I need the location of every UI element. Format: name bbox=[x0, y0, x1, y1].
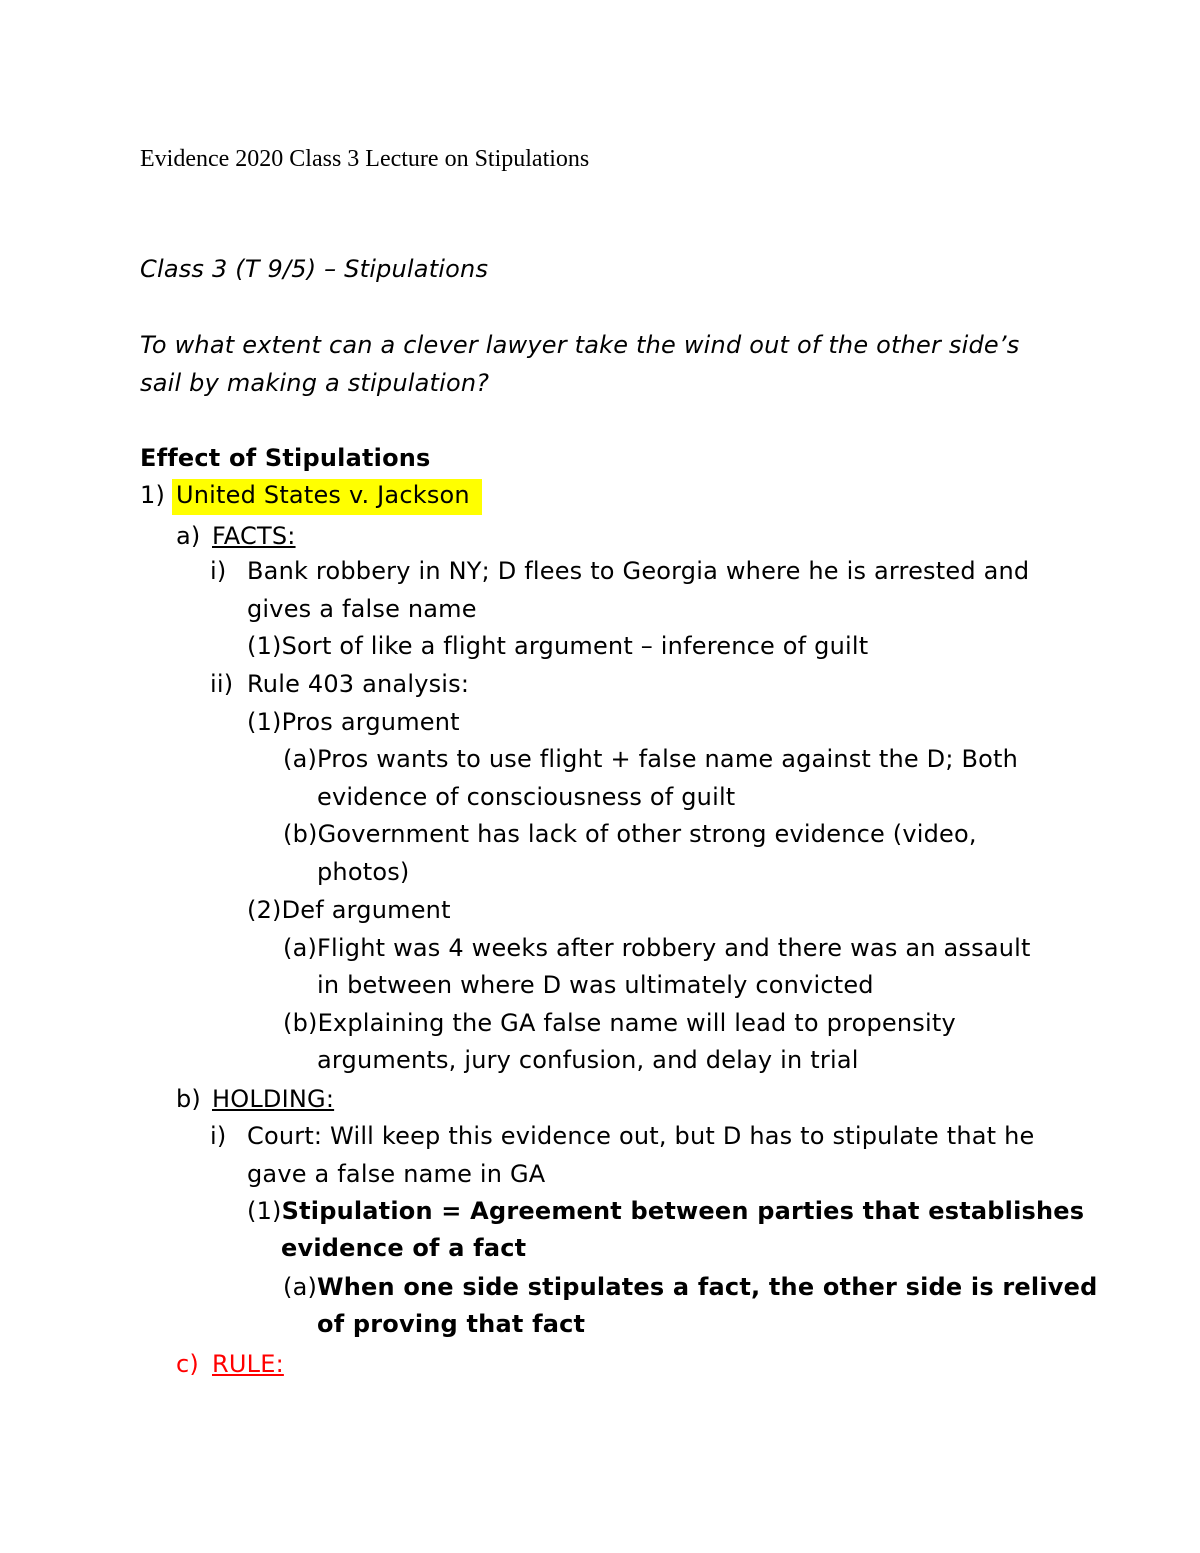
outline-item-stipulation-def-cont: evidence of a fact bbox=[281, 1234, 527, 1262]
item-text: Rule 403 analysis: bbox=[247, 670, 470, 698]
facts-label: FACTS: bbox=[212, 522, 296, 550]
item-marker: ii) bbox=[210, 670, 234, 698]
outline-item-facts-i-1 bbox=[247, 631, 868, 661]
question-line-1: To what extent can a clever lawyer take the wind out of the other side’s bbox=[140, 331, 1020, 359]
item-text: Pros argument bbox=[281, 708, 460, 736]
item-marker: i) bbox=[210, 1122, 227, 1150]
outline-item-1 bbox=[140, 480, 482, 510]
item-text: Pros wants to use flight + false name against the D; Both bbox=[317, 745, 1019, 773]
item-marker: (1) bbox=[247, 1197, 282, 1225]
item-text: Stipulation = Agreement between parties that establishes bbox=[281, 1197, 1085, 1225]
outline-item-def-a-cont: in between where D was ultimately convicted bbox=[317, 971, 874, 999]
item-marker: c) bbox=[176, 1350, 199, 1378]
outline-item-def-a bbox=[283, 933, 1031, 963]
item-marker: (b) bbox=[283, 1009, 318, 1037]
outline-item-pros-b-cont: photos) bbox=[317, 858, 410, 886]
item-marker: a) bbox=[176, 522, 201, 550]
item-text: When one side stipulates a fact, the other side is relived bbox=[317, 1273, 1098, 1301]
item-marker: (1) bbox=[247, 632, 282, 660]
item-marker: (b) bbox=[283, 820, 318, 848]
item-text: Explaining the GA false name will lead to propensity bbox=[317, 1009, 956, 1037]
outline-item-holding-i bbox=[210, 1121, 1034, 1151]
item-text: Bank robbery in NY; D flees to Georgia where he is arrested and bbox=[247, 557, 1030, 585]
outline-item-pros-a bbox=[283, 744, 1018, 774]
item-text: Flight was 4 weeks after robbery and there was an assault bbox=[317, 934, 1031, 962]
item-marker: (a) bbox=[283, 934, 318, 962]
item-text: Court: Will keep this evidence out, but D has to stipulate that he bbox=[247, 1122, 1035, 1150]
document-title: Evidence 2020 Class 3 Lecture on Stipulations bbox=[140, 146, 590, 172]
holding-label: HOLDING: bbox=[212, 1085, 335, 1113]
outline-item-facts-i bbox=[210, 556, 1029, 586]
item-text: Def argument bbox=[281, 896, 451, 924]
outline-item-stipulation-a bbox=[283, 1272, 1097, 1302]
item-marker: i) bbox=[210, 557, 227, 585]
outline-item-facts-i-cont: gives a false name bbox=[247, 595, 477, 623]
class-heading: Class 3 (T 9/5) – Stipulations bbox=[140, 255, 489, 283]
item-text: Sort of like a flight argument – inference of guilt bbox=[281, 632, 869, 660]
outline-item-rule bbox=[176, 1349, 284, 1379]
outline-item-pros-argument bbox=[247, 707, 460, 737]
section-heading: Effect of Stipulations bbox=[140, 444, 431, 472]
outline-item-pros-a-cont: evidence of consciousness of guilt bbox=[317, 783, 736, 811]
case-name-highlight: United States v. Jackson bbox=[172, 479, 482, 515]
outline-item-facts-ii bbox=[210, 669, 469, 699]
outline-item-pros-b bbox=[283, 819, 977, 849]
outline-item-def-b bbox=[283, 1008, 956, 1038]
item-text: Government has lack of other strong evidence (video, bbox=[317, 820, 977, 848]
item-marker: b) bbox=[176, 1085, 201, 1113]
outline-item-def-b-cont: arguments, jury confusion, and delay in trial bbox=[317, 1046, 859, 1074]
item-marker: (1) bbox=[247, 708, 282, 736]
item-marker: (a) bbox=[283, 745, 318, 773]
outline-item-stipulation-def bbox=[247, 1196, 1084, 1226]
item-marker: (2) bbox=[247, 896, 282, 924]
rule-label: RULE: bbox=[212, 1350, 284, 1378]
outline-item-def-argument bbox=[247, 895, 451, 925]
item-marker: (a) bbox=[283, 1273, 318, 1301]
outline-item-stipulation-a-cont: of proving that fact bbox=[317, 1310, 586, 1338]
outline-item-holding bbox=[176, 1084, 334, 1114]
item-marker: 1) bbox=[140, 481, 166, 509]
question-line-2: sail by making a stipulation? bbox=[140, 369, 490, 397]
outline-item-holding-i-cont: gave a false name in GA bbox=[247, 1160, 546, 1188]
outline-item-facts bbox=[176, 521, 296, 551]
